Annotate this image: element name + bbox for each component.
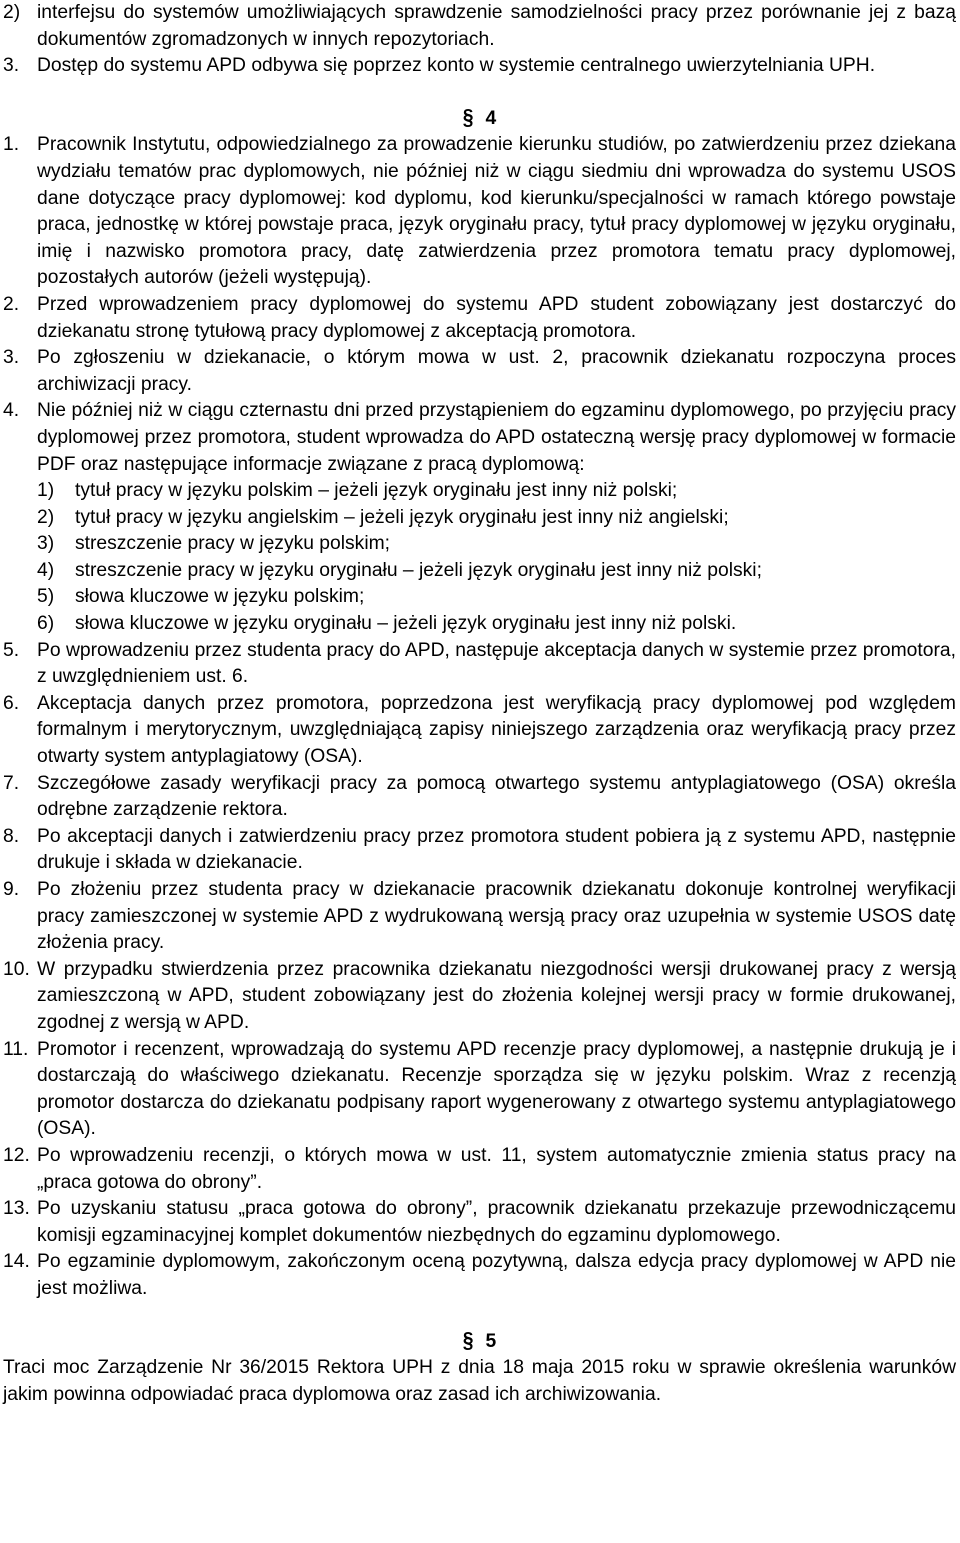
list-item-number: 14. <box>3 1251 30 1273</box>
list-item-text: Dostęp do systemu APD odbywa się poprzez konto w systemie centralnego uwierzytelniania UPH. <box>37 55 876 77</box>
sub-item <box>37 478 956 505</box>
sub-item-text: tytuł pracy w języku angielskim – jeżeli język oryginału jest inny niż angielski; <box>75 506 729 528</box>
list-item <box>3 691 956 771</box>
list-item-number: 5. <box>3 639 20 661</box>
sub-item-number: 3) <box>37 533 55 555</box>
list-item <box>3 132 956 292</box>
section-number: 5 <box>485 1330 497 1352</box>
list-item-text: Nie później niż w ciągu czternastu dni przed przystąpieniem do egzaminu dyplomowego, po przyjęciu pracy dyplomowej przez promotora, student wprowadza do APD ostateczną wersję pracy dyplomowej w formacie PDF oraz następujące informacje związane z pracą dyplomową: <box>37 400 956 475</box>
sub-item-number: 1) <box>37 480 55 502</box>
list-item-text: Pracownik Instytutu, odpowiedzialnego za prowadzenie kierunku studiów, po zatwierdzeniu przez dziekana wydziału tematów prac dyplomowych, nie później niż w ciągu siedmiu dni wprowadza do systemu USOS dane dotyczące pracy dyplomowej: kod dyplomu, kod kierunku/specjalności w ramach którego powstaje praca, jednostkę w której powstaje praca, język oryginału pracy, tytuł pracy dyplomowej w języku oryginału, imię i nazwisko promotora pracy, datę zatwierdzenia przez promotora tematu pracy dyplomowej, pozostałych autorów (jeżeli występują). <box>37 134 956 289</box>
sub-item-text: słowa kluczowe w języku polskim; <box>75 586 365 608</box>
list-item-number: 4. <box>3 400 20 422</box>
sub-item-text: słowa kluczowe w języku oryginału – jeżeli język oryginału jest inny niż polski. <box>75 613 737 635</box>
list-item-text: Akceptacja danych przez promotora, poprzedzona jest weryfikacją pracy dyplomowej pod względem formalnym i merytorycznym, uwzględniającą zapisy niniejszego zarządzenia oraz weryfikacją pracy przez otwarty system antyplagiatowy (OSA). <box>37 692 956 768</box>
list-item <box>3 638 956 691</box>
section-symbol: § <box>462 1328 474 1353</box>
list-item-number: 2. <box>3 293 20 315</box>
list-item-text: Po uzyskaniu statusu „praca gotowa do obrony”, pracownik dziekanatu przekazuje przewodniczącemu komisji egzaminacyjnej komplet dokumentów niezbędnych do egzaminu dyplomowego. <box>37 1198 956 1246</box>
section-number: 4 <box>485 107 497 129</box>
list-item-number: 11. <box>3 1038 29 1060</box>
section-symbol: § <box>462 106 474 131</box>
list-item-text: Po zgłoszeniu w dziekanacie, o którym mowa w ust. 2, pracownik dziekanatu rozpoczyna proces archiwizacji pracy. <box>37 347 956 395</box>
list-item-text: Po akceptacji danych i zatwierdzeniu pracy przez promotora student pobiera ją z systemu APD, następnie drukuje i składa w dziekanacie. <box>37 825 956 874</box>
list-item-number: 13. <box>3 1198 30 1220</box>
sub-item-number: 6) <box>37 613 55 635</box>
list-item-text: Promotor i recenzent, wprowadzają do systemu APD recenzje pracy dyplomowej, a następnie drukują je i dostarczają do właściwego dziekanatu. Recenzje sporządza się w języku polskim. Wraz z recenzją promotor dostarcza do dziekanatu podpisany raport wygenerowany z otwartego systemu antyplagiatowego (OSA). <box>37 1038 956 1140</box>
list-item <box>3 0 956 53</box>
list-item-number: 1. <box>3 134 20 156</box>
sub-item-text: streszczenie pracy w języku oryginału – jeżeli język oryginału jest inny niż polski; <box>75 559 762 581</box>
list-item-number: 2) <box>3 2 21 23</box>
list-item <box>3 771 956 824</box>
list-item-text: Szczegółowe zasady weryfikacji pracy za pomocą otwartego systemu antyplagiatowego (OSA) określa odrębne zarządzenie rektora. <box>37 772 956 821</box>
sub-item-number: 2) <box>37 506 55 528</box>
list-item <box>3 1143 956 1196</box>
list-item <box>3 877 956 957</box>
sub-item-number: 5) <box>37 586 55 608</box>
list-item <box>3 345 956 398</box>
sub-item <box>37 584 956 611</box>
list-item-text: Po wprowadzeniu recenzji, o których mowa w ust. 11, system automatycznie zmienia status pracy na „praca gotowa do obrony”. <box>37 1144 956 1193</box>
section-5-paragraph: Traci moc Zarządzenie Nr 36/2015 Rektora UPH z dnia 18 maja 2015 roku w sprawie określenia warunków jakim powinna odpowiadać praca dyplomowa oraz zasad ich archiwizowania. <box>3 1357 956 1405</box>
list-item <box>3 292 956 345</box>
list-item-number: 3. <box>3 55 20 77</box>
list-item <box>3 53 956 80</box>
list-item-number: 10. <box>3 958 30 980</box>
list-item-number: 7. <box>3 772 20 794</box>
list-item <box>3 398 956 637</box>
sub-item <box>37 531 956 558</box>
list-item-text: Po złożeniu przez studenta pracy w dziekanacie pracownik dziekanatu dokonuje kontrolnej weryfikacji pracy zamieszczonej w systemie APD z wydrukowaną wersją pracy oraz uzupełnia w systemie USOS datę złożenia pracy. <box>37 879 956 954</box>
list-item <box>3 957 956 1037</box>
sub-item <box>37 505 956 532</box>
list-item-number: 12. <box>3 1144 30 1166</box>
list-item-text: interfejsu do systemów umożliwiających sprawdzenie samodzielności pracy przez porównanie jej z bazą dokumentów zgromadzonych w innych repozytoriach. <box>37 2 956 50</box>
section-heading-4 <box>3 106 956 133</box>
list-item-number: 8. <box>3 825 20 847</box>
list-item <box>3 1196 956 1249</box>
list-item-text: Po egzaminie dyplomowym, zakończonym oceną pozytywną, dalsza edycja pracy dyplomowej w APD nie jest możliwa. <box>37 1251 956 1299</box>
sub-item-number: 4) <box>37 559 55 581</box>
sub-item <box>37 611 956 638</box>
list-item <box>3 1249 956 1302</box>
sub-item <box>37 558 956 585</box>
list-item-number: 3. <box>3 347 20 369</box>
list-item-number: 9. <box>3 879 20 900</box>
sub-item-text: tytuł pracy w języku polskim – jeżeli język oryginału jest inny niż polski; <box>75 480 678 502</box>
list-item-text: Po wprowadzeniu przez studenta pracy do APD, następuje akceptacja danych w systemie przez promotora, z uwzględnieniem ust. 6. <box>37 639 956 688</box>
list-item-text: W przypadku stwierdzenia przez pracownika dziekanatu niezgodności wersji drukowanej pracy z wersją zamieszczoną w APD, student zobowiązany jest do złożenia kolejnej wersji pracy w formie drukowanej, zgodnej z wersją w APD. <box>37 958 956 1033</box>
list-item-text: Przed wprowadzeniem pracy dyplomowej do systemu APD student zobowiązany jest dostarczyć do dziekanatu stronę tytułową pracy dyplomowej z akceptacją promotora. <box>37 293 956 342</box>
section-heading-5 <box>3 1329 956 1356</box>
list-item <box>3 824 956 877</box>
sub-item-text: streszczenie pracy w języku polskim; <box>75 533 391 555</box>
list-item <box>3 1037 956 1143</box>
list-item-number: 6. <box>3 692 20 714</box>
